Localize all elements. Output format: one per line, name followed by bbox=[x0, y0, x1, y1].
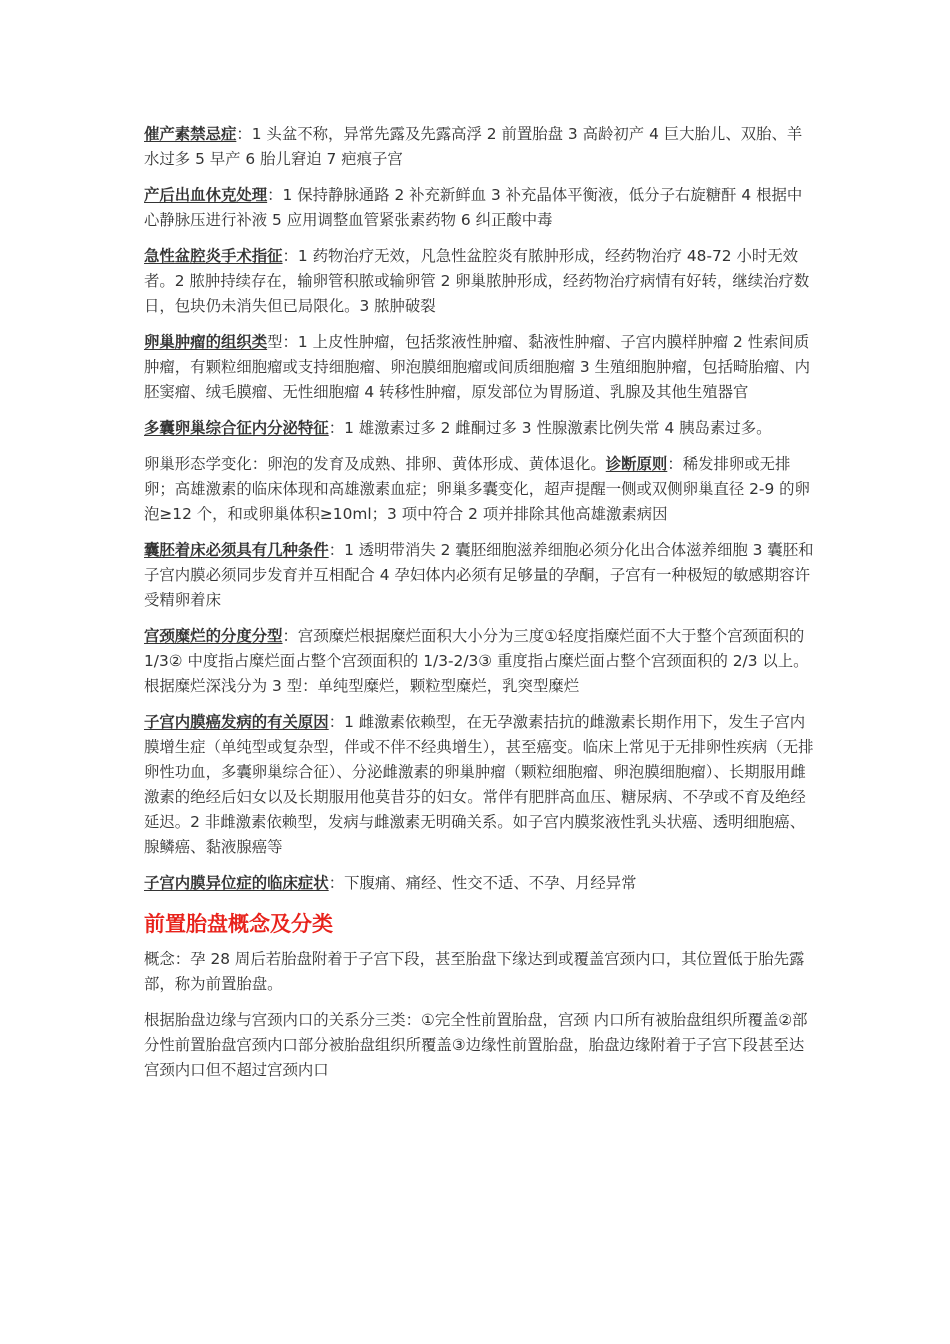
term-heading: 诊断原则 bbox=[605, 455, 668, 473]
paragraph-text: ：1 雄激素过多 2 雌酮过多 3 性腺激素比例失常 4 胰岛素过多。 bbox=[328, 419, 772, 437]
paragraph-text: ：下腹痛、痛经、性交不适、不孕、月经异常 bbox=[328, 874, 637, 892]
paragraph-postpartum-shock bbox=[144, 183, 816, 233]
term-heading: 急性盆腔炎手术指征 bbox=[144, 247, 283, 265]
paragraph-pcos-endocrine bbox=[144, 416, 816, 441]
paragraph-text: ：1 透明带消失 2 囊胚细胞滋养细胞必须分化出合体滋养细胞 3 囊胚和子宫内膜必须同步发育并互相配合 4 孕妇体内必须有足够量的孕酮，子宫有一种极短的敏感期容许受精卵着床 bbox=[144, 541, 814, 609]
document-page bbox=[144, 122, 816, 1094]
paragraph-ovarian-morphology bbox=[144, 452, 816, 527]
term-heading: 子宫内膜异位症的临床症状 bbox=[144, 874, 329, 892]
paragraph-text: ：稀发排卵或无排卵；高雄激素的临床体现和高雄激素血症；卵巢多囊变化，超声提醒一侧或双侧卵巢直径 2-9 的卵泡≥12 个，和或卵巢体积≥10ml；3 项中符合 2 项并排除其他高雄激素病因 bbox=[144, 455, 810, 523]
paragraph-pelvic-inflammation-surgery bbox=[144, 244, 816, 319]
term-heading: 子宫内膜癌发病的有关原因 bbox=[144, 713, 329, 731]
paragraph-oxytocin-contraindications bbox=[144, 122, 816, 172]
term-heading: 宫颈糜烂的分度分型 bbox=[144, 627, 283, 645]
paragraph-endometrial-cancer-causes bbox=[144, 710, 816, 860]
paragraph-cervical-erosion bbox=[144, 624, 816, 699]
paragraph-placenta-previa-concept: 概念：孕 28 周后若胎盘附着于子宫下段，甚至胎盘下缘达到或覆盖宫颈内口，其位置低于胎先露部，称为前置胎盘。 bbox=[144, 950, 805, 993]
term-heading: 产后出血休克处理 bbox=[144, 186, 268, 204]
paragraph-placenta-previa-classification: 根据胎盘边缘与宫颈内口的关系分三类：①完全性前置胎盘，宫颈 内口所有被胎盘组织所覆盖②部分性前置胎盘宫颈内口部分被胎盘组织所覆盖③边缘性前置胎盘，胎盘边缘附着于子宫下段甚至达宫颈内口但不超过宫颈内口 bbox=[144, 1011, 808, 1079]
paragraph-text: 型：1 上皮性肿瘤，包括浆液性肿瘤、黏液性肿瘤、子宫内膜样肿瘤 2 性索间质肿瘤，有颗粒细胞瘤或支持细胞瘤、卵泡膜细胞瘤或间质细胞瘤 3 生殖细胞肿瘤，包括畸胎瘤、内胚窦瘤、绒毛膜瘤、无性细胞瘤 4 转移性肿瘤，原发部位为胃肠道、乳腺及其他生殖器官 bbox=[144, 333, 810, 401]
paragraph-implantation-conditions bbox=[144, 538, 816, 613]
paragraph-pre-text: 卵巢形态学变化：卵泡的发育及成熟、排卵、黄体形成、黄体退化。 bbox=[144, 455, 606, 473]
term-heading: 多囊卵巢综合征内分泌特征 bbox=[144, 419, 329, 437]
paragraph-text: ：1 雌激素依赖型，在无孕激素拮抗的雌激素长期作用下，发生子宫内膜增生症（单纯型或复杂型，伴或不伴不经典增生），甚至癌变。临床上常见于无排卵性疾病（无排卵性功血，多囊卵巢综合征）、分泌雌激素的卵巢肿瘤（颗粒细胞瘤、卵泡膜细胞瘤）、长期服用雌激素的绝经后妇女以及长期服用他莫昔芬的妇女。常伴有肥胖高血压、糖尿病、不孕或不育及绝经延迟。2 非雌激素依赖型，发病与雌激素无明确关系。如子宫内膜浆液性乳头状癌、透明细胞癌、腺鳞癌、黏液腺癌等 bbox=[144, 713, 814, 856]
section-heading: 前置胎盘概念及分类 bbox=[144, 912, 333, 936]
paragraph-text: ：宫颈糜烂根据糜烂面积大小分为三度①轻度指糜烂面不大于整个宫颈面积的 1/3② 中度指占糜烂面占整个宫颈面积的 1/3-2/3③ 重度指占糜烂面占整个宫颈面积的 2/3 以上。根据糜烂深浅分为 3 型：单纯型糜烂，颗粒型糜烂，乳突型糜烂 bbox=[144, 627, 809, 695]
term-heading: 催产素禁忌症 bbox=[144, 125, 237, 143]
paragraph-text: ：1 头盆不称，异常先露及先露高浮 2 前置胎盘 3 高龄初产 4 巨大胎儿、双胎、羊水过多 5 早产 6 胎儿窘迫 7 疤痕子宫 bbox=[144, 125, 803, 168]
paragraph-ovarian-tumor-types bbox=[144, 330, 816, 405]
term-heading: 卵巢肿瘤的组织类 bbox=[144, 333, 268, 351]
paragraph-endometriosis-symptoms bbox=[144, 871, 816, 896]
paragraph-text: ：1 保持静脉通路 2 补充新鲜血 3 补充晶体平衡液，低分子右旋糖酐 4 根据中心静脉压进行补液 5 应用调整血管紧张素药物 6 纠正酸中毒 bbox=[144, 186, 803, 229]
term-heading: 囊胚着床必须具有几种条件 bbox=[144, 541, 329, 559]
paragraph-text: ：1 药物治疗无效，凡急性盆腔炎有脓肿形成，经药物治疗 48-72 小时无效者。2 脓肿持续存在，输卵管积脓或输卵管 2 卵巢脓肿形成，经药物治疗病情有好转，继续治疗数日，包块仍未消失但已局限化。3 脓肿破裂 bbox=[144, 247, 810, 315]
